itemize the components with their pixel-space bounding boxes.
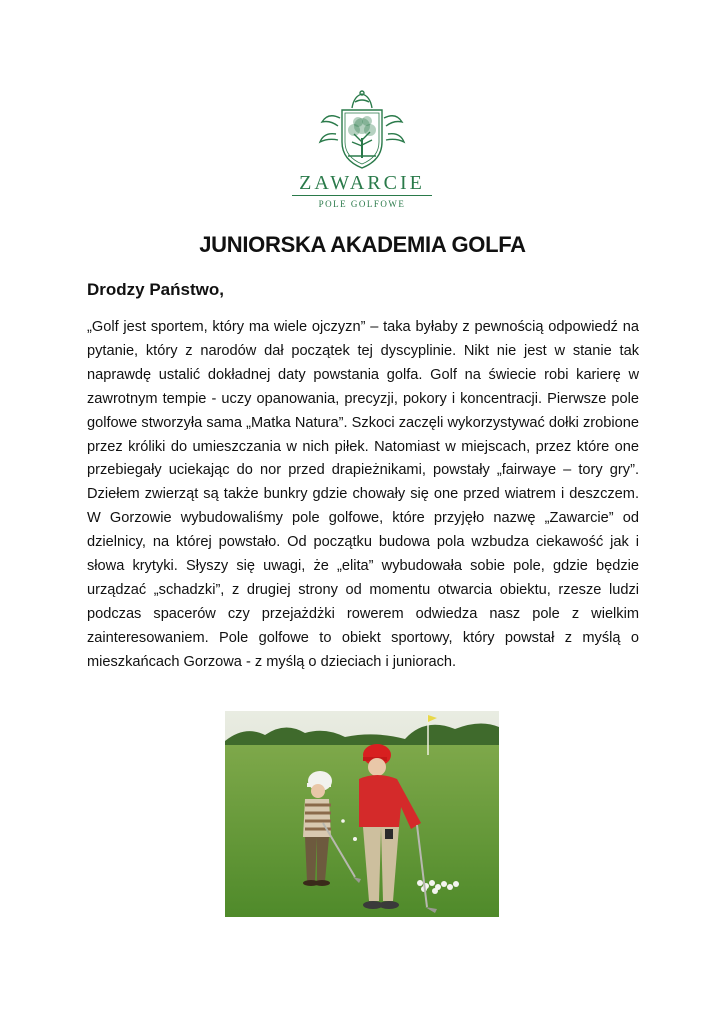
kids-golf-photo (225, 711, 499, 917)
logo-subtitle: POLE GOLFOWE (318, 199, 406, 209)
document-title: JUNIORSKA AKADEMIA GOLFA (199, 232, 526, 257)
crest-tree-icon (292, 90, 432, 172)
golf-photo-illustration (225, 711, 499, 917)
body-paragraph: „Golf jest sportem, który ma wiele ojczyzn” – taka byłaby z pewnością odpowiedź na pytanie, który z narodów dał początek tej dyscyplinie. Nikt nie jest w stanie tak naprawdę ustalić dokładnej daty powstania golfa. Golf na świecie robi karierę w zawrotnym tempie - uczy opanowania, precyzji, pokory i koncentracji. Pierwsze pole golfowe stworzyła sama „Matka Natura”. Szkoci zaczęli wykorzystywać dołki zrobione przez króliki do umieszczania w nich piłek. Natomiast w miejscach, przez które one przebiegały uciekając do nor przed drapieżnikami, powstały „fairwaye – tory gry”. Dziełem zwierząt są także bunkry gdzie chowały się one przed wiatrem i deszczem. W Gorzowie wybudowaliśmy pole golfowe, które przyjęło nazwę „Zawarcie” od dzielnicy, na której powstało. Od początku budowa pola wzbudza ciekawość jak i słowa krytyki. Słyszy się uwagi, że „elita” wybudowała sobie pole, gdzie będzie urządzać „schadzki”, z drugiej strony od momentu otwarcia obiektu, rzesze ludzi podczas spacerów czy przejażdżki rowerem odwiedza nasz pole z wielkim zainteresowaniem. Pole golfowe to obiekt sportowy, który powstał z myślą o mieszkańcach Gorzowa - z myślą o dzieciach i juniorach. (87, 319, 639, 670)
zawarcie-logo (292, 90, 432, 212)
logo-wordmark: ZAWARCIE (299, 172, 425, 194)
logo-divider (292, 195, 432, 196)
salutation: Drodzy Państwo, (87, 280, 224, 299)
